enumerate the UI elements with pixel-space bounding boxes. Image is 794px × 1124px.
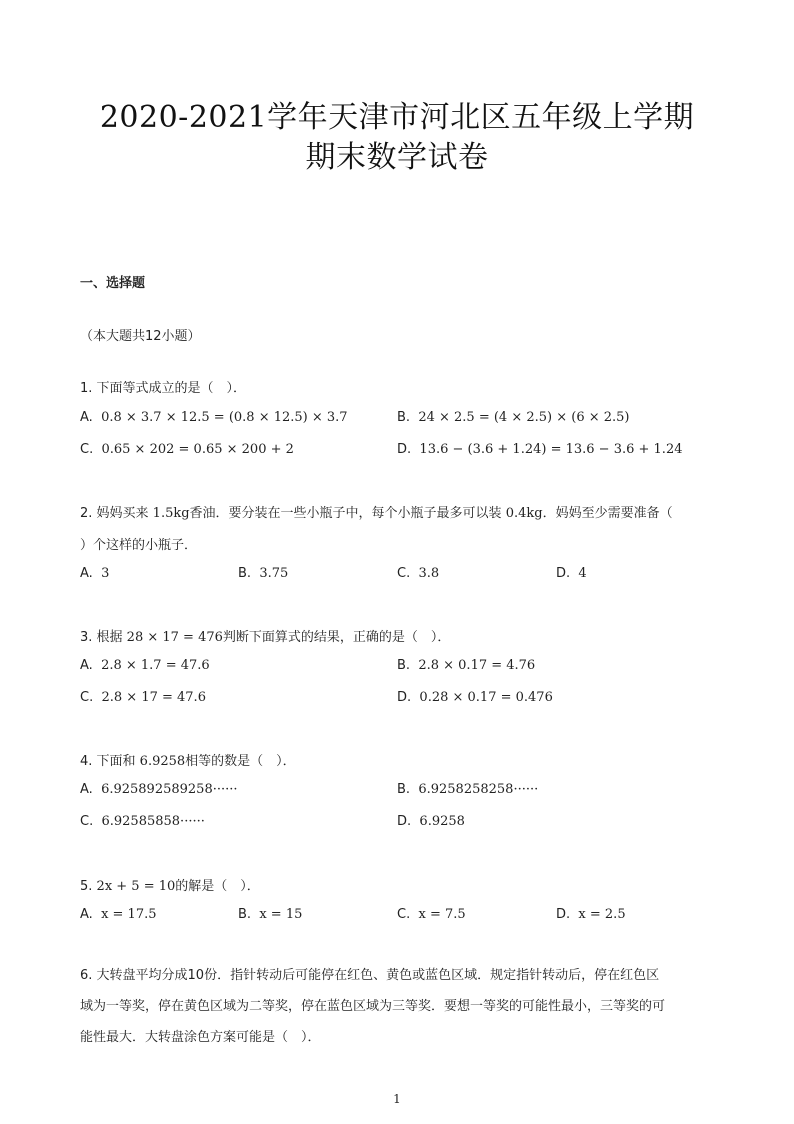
option-text: 3.75	[259, 566, 289, 581]
question-2-stem-line-2: ）个这样的小瓶子．	[80, 538, 198, 553]
question-1-option-b	[397, 410, 630, 425]
option-label: D.	[556, 907, 571, 922]
option-text: 2.8 × 0.17 = 4.76	[418, 658, 536, 673]
option-text: x = 2.5	[578, 907, 626, 922]
question-6-line-2: 域为一等奖，停在黄色区域为二等奖，停在蓝色区域为三等奖．要想一等奖的可能性最小，三等奖的可	[80, 999, 666, 1014]
option-label: D.	[556, 566, 571, 581]
stem-math-repeating-decimal: 6.9258	[139, 754, 186, 769]
stem-text: 4. 下面和	[80, 754, 140, 769]
option-label: B.	[238, 566, 252, 581]
option-text: 6.925892589258······	[101, 782, 238, 797]
option-text: x = 15	[259, 907, 303, 922]
question-4-stem	[80, 750, 296, 769]
exam-title-line-1: 2020-2021学年天津市河北区五年级上学期	[99, 100, 695, 135]
stem-text: 判断下面算式的结果，正确的是（ ）．	[222, 630, 451, 645]
stem-text: 3. 根据	[80, 630, 127, 645]
question-5-option-c	[397, 907, 466, 922]
option-text: 0.65 × 202 = 0.65 × 200 + 2	[101, 442, 294, 457]
option-text: 6.9258	[419, 814, 465, 829]
option-text: 0.8 × 3.7 × 12.5 = (0.8 × 12.5) × 3.7	[101, 410, 348, 425]
question-4-option-d	[397, 814, 465, 829]
question-1-option-c	[80, 442, 294, 457]
option-label: D.	[397, 690, 412, 705]
stem-text: 2. 妈妈买来	[80, 506, 153, 521]
option-label: B.	[397, 658, 411, 673]
option-text: 3.8	[418, 566, 440, 581]
question-2-option-c	[397, 566, 439, 581]
option-text: 2.8 × 1.7 = 47.6	[101, 658, 210, 673]
option-label: A.	[80, 658, 93, 673]
option-text: 0.28 × 0.17 = 0.476	[419, 690, 553, 705]
question-5-option-b	[238, 907, 302, 922]
option-label: C.	[80, 690, 94, 705]
option-text: 13.6 − (3.6 + 1.24) = 13.6 − 3.6 + 1.24	[419, 442, 683, 457]
question-1-option-a	[80, 410, 348, 425]
question-3-stem	[80, 626, 450, 645]
question-3-option-c	[80, 690, 206, 705]
stem-text: 香油．要分装在一些小瓶子中，每个小瓶子最多可以装	[189, 506, 506, 521]
question-6-line-3: 能性最大．大转盘涂色方案可能是（ ）．	[80, 1030, 321, 1045]
section-heading: 一、选择题	[80, 276, 146, 291]
stem-math: 28 × 17 = 476	[126, 630, 223, 645]
question-5-option-a	[80, 907, 157, 922]
option-label: D.	[397, 814, 412, 829]
stem-math: 1.5kg	[152, 506, 190, 521]
question-4-option-b	[397, 782, 538, 797]
question-6-stem	[80, 960, 720, 1053]
stem-text: 的解是（ ）．	[175, 879, 260, 894]
option-label: B.	[238, 907, 252, 922]
question-1-option-d	[397, 442, 682, 457]
stem-math: 2x + 5 = 10	[96, 879, 176, 894]
option-label: C.	[80, 442, 94, 457]
option-label: D.	[397, 442, 412, 457]
option-label: B.	[397, 410, 411, 425]
option-text: 3	[101, 566, 110, 581]
question-1-stem: 1. 下面等式成立的是（ ）．	[80, 381, 247, 396]
question-4-option-a	[80, 782, 238, 797]
section-note: （本大题共12小题）	[80, 329, 201, 344]
option-text: 4	[578, 566, 587, 581]
option-text: 6.92585858······	[101, 814, 205, 829]
question-3-option-a	[80, 658, 210, 673]
option-label: B.	[397, 782, 411, 797]
question-5-stem	[80, 875, 260, 894]
question-2-option-b	[238, 566, 288, 581]
option-label: A.	[80, 782, 93, 797]
option-label: A.	[80, 907, 93, 922]
option-text: 6.9258258258······	[418, 782, 539, 797]
option-label: A.	[80, 410, 93, 425]
option-label: A.	[80, 566, 93, 581]
stem-text: 相等的数是（ ）．	[185, 754, 296, 769]
stem-text: ．妈妈至少需要准备（	[542, 506, 673, 521]
option-label: C.	[80, 814, 94, 829]
question-3-option-b	[397, 658, 535, 673]
option-text: x = 7.5	[418, 907, 466, 922]
exam-title-line-2: 期末数学试卷	[305, 140, 489, 175]
option-label: C.	[397, 566, 411, 581]
question-6-line-1: 6. 大转盘平均分成10份．指针转动后可能停在红色、黄色或蓝色区域．规定指针转动后，停在红色区	[80, 968, 660, 983]
question-2-option-a	[80, 566, 109, 581]
question-4-option-c	[80, 814, 205, 829]
page-number: 1	[393, 1092, 401, 1106]
question-5-option-d	[556, 907, 626, 922]
stem-text: 5.	[80, 879, 97, 894]
option-label: C.	[397, 907, 411, 922]
option-text: x = 17.5	[101, 907, 157, 922]
question-3-option-d	[397, 690, 553, 705]
option-text: 2.8 × 17 = 47.6	[101, 690, 206, 705]
stem-math: 0.4kg	[505, 506, 543, 521]
option-text: 24 × 2.5 = (4 × 2.5) × (6 × 2.5)	[418, 410, 630, 425]
question-2-option-d	[556, 566, 587, 581]
question-2-stem-line-1	[80, 502, 673, 521]
